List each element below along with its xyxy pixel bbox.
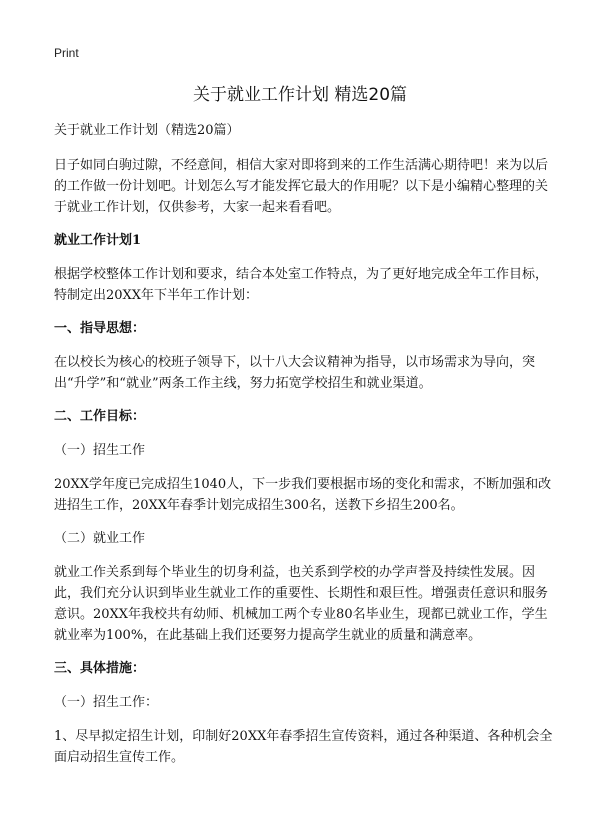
heading-work-goals: 二、工作目标： (54, 409, 146, 424)
basis-paragraph: 根据学校整体工作计划和要求，结合本处室工作特点，为了更好地完成全年工作目标，特制定出20XX年下半年工作计划： (54, 267, 549, 303)
heading-guiding-ideology: 一、指导思想： (54, 321, 146, 336)
measure-1-paragraph: 1、尽早拟定招生计划，印制好20XX年春季招生宣传资料，通过各种渠道、各种机会全面启动招生宣传工作。 (54, 729, 553, 765)
employment-paragraph: 就业工作关系到每个毕业生的切身利益，也关系到学校的办学声誉及持续性发展。因此，我们充分认识到毕业生就业工作的重要性、长期性和艰巨性。增强责任意识和服务意识。20XX年我校共有幼师、机械加工两个专业80名毕业生，现都已就业工作，学生就业率为100%，在此基础上我们还要努力提高学生就业的质量和满意率。 (54, 565, 549, 643)
subheading-employment: （二）就业工作 (54, 531, 146, 546)
subheading-enrollment: （一）招生工作 (54, 443, 146, 458)
document-subtitle: 关于就业工作计划（精选20篇） (54, 123, 240, 138)
document-title: 关于就业工作计划 精选20篇 (192, 85, 408, 105)
section-heading-plan-1: 就业工作计划1 (54, 233, 142, 248)
print-link[interactable]: Print (54, 46, 79, 60)
enrollment-paragraph: 20XX学年度已完成招生1040人，下一步我们要根据市场的变化和需求，不断加强和改进招生工作，20XX年春季计划完成招生300名，送教下乡招生200名。 (54, 477, 552, 513)
subheading-enrollment-measures: （一）招生工作： (54, 695, 159, 710)
intro-paragraph: 日子如同白驹过隙，不经意间，相信大家对即将到来的工作生活满心期待吧！来为以后的工作做一份计划吧。计划怎么写才能发挥它最大的作用呢？以下是小编精心整理的关于就业工作计划，仅供参考，大家一起来看看吧。 (54, 158, 549, 215)
document-body (54, 120, 554, 780)
heading-measures: 三、具体措施： (54, 661, 146, 676)
guiding-paragraph: 在以校长为核心的校班子领导下，以十八大会议精神为指导，以市场需求为导向，突出“升学”和“就业”两条工作主线，努力拓宽学校招生和就业渠道。 (54, 355, 536, 391)
